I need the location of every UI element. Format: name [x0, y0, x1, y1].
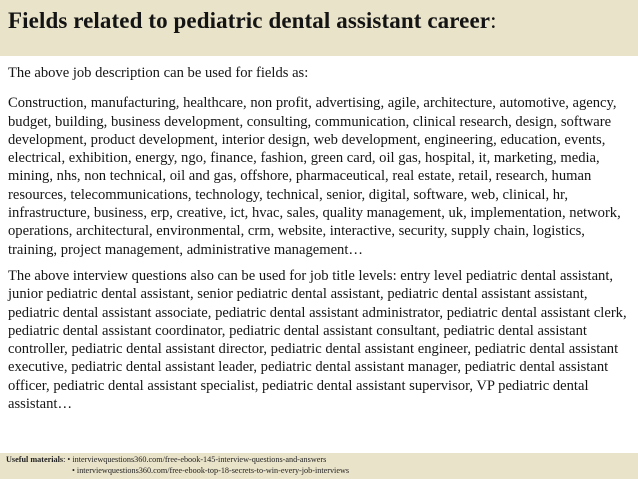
- footer-link-145-questions[interactable]: • interviewquestions360.com/free-ebook-145-interview-questions-and-answers: [67, 455, 327, 464]
- fields-paragraph: Construction, manufacturing, healthcare, non profit, advertising, agile, architecture, automotive, agency, budget, building, business development, consulting, communication, clinical research, design, software development, product development, interior design, web development, engineering, education, events, electrical, exhibition, energy, ngo, finance, fashion, green card, oil gas, hospital, it, marketing, media, mining, nhs, non technical, oil and gas, offshore, pharmaceutical, real estate, retail, research, human resources, telecommunications, technology, technical, senior, digital, software, web, clinical, hr, infrastructure, business, erp, creative, ict, hvac, sales, quality management, uk, implementation, network, operations, architectural, environmental, crm, website, interactive, security, supply chain, logistics, training, project management, administrative management…: [8, 95, 621, 258]
- footer-row-1: [6, 455, 638, 466]
- intro-text: The above job description can be used for fields as:: [8, 65, 309, 81]
- footer-link-18-secrets[interactable]: • interviewquestions360.com/free-ebook-top-18-secrets-to-win-every-job-interviews: [72, 465, 350, 475]
- page-title-text: Fields related to pediatric dental assistant career: [8, 8, 491, 33]
- footer-label: Useful materials: [6, 455, 64, 464]
- footer-separator: :: [63, 455, 68, 464]
- footer: [0, 453, 638, 479]
- slide-content: [8, 64, 634, 421]
- title-bar: [0, 0, 638, 56]
- page-title: [8, 8, 497, 33]
- job-levels-paragraph: The above interview questions also can be used for job title levels: entry level pediatric dental assistant, junior pediatric dental assistant, senior pediatric dental assistant, pediatric dental assistant assistant, pediatric dental assistant associate, pediatric dental assistant administrator, pediatric dental assistant clerk, pediatric dental assistant coordinator, pediatric dental assistant consultant, pediatric dental assistant controller, pediatric dental assistant director, pediatric dental assistant engineer, pediatric dental assistant executive, pediatric dental assistant leader, pediatric dental assistant manager, pediatric dental assistant officer, pediatric dental assistant specialist, pediatric dental assistant supervisor, VP pediatric dental assistant…: [8, 267, 627, 413]
- footer-row-2: [6, 466, 638, 477]
- page-title-colon: :: [490, 8, 497, 33]
